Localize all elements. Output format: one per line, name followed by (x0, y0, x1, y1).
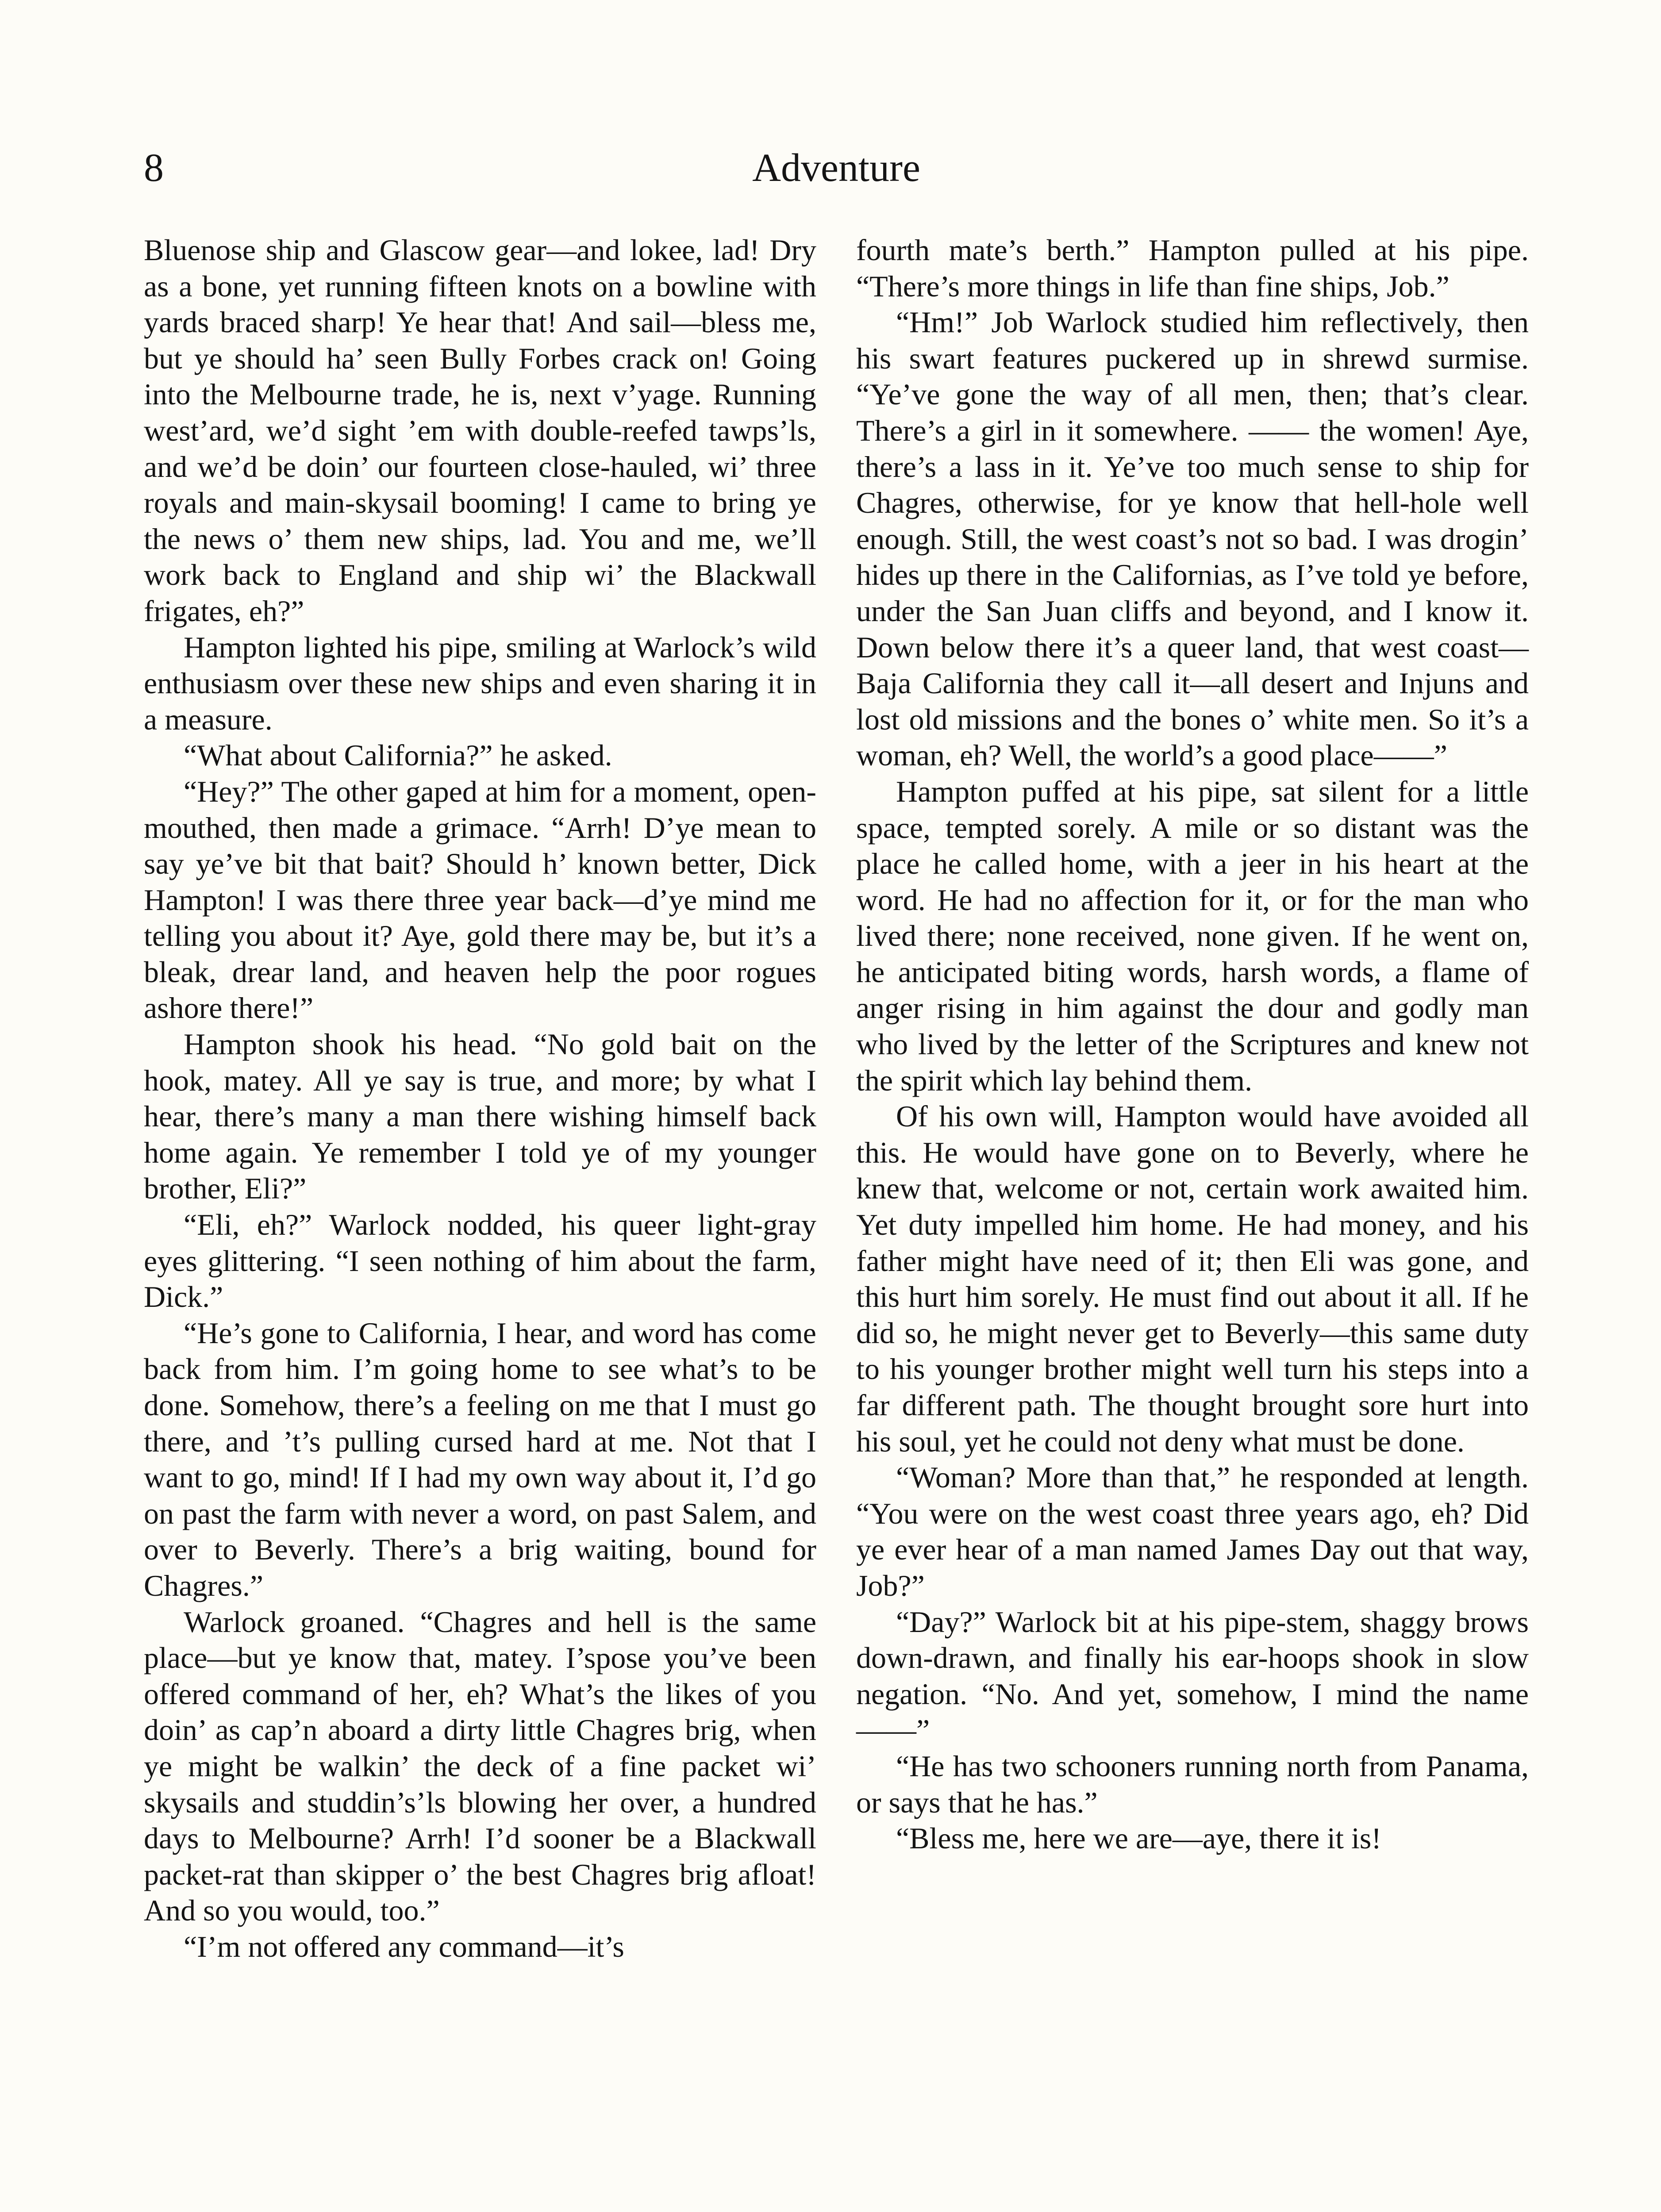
paragraph: Hampton puffed at his pipe, sat silent for a little space, tempted sorely. A mile or so distant was the place he called home, with a jeer in his heart at the word. He had no affection for it, or for the man who lived there; none received, none given. If he went on, he anticipated biting words, harsh words, a flame of anger rising in him against the dour and godly man who lived by the letter of the Scriptures and knew not the spirit which lay behind them. (856, 774, 1529, 1097)
paragraph: “Woman? More than that,” he responded at length. “You were on the west coast three years ago, eh? Did ye ever hear of a man named James Day out that way, Job?” (856, 1460, 1529, 1602)
paragraph: “I’m not offered any command—it’s (184, 1929, 624, 1963)
paragraph: Of his own will, Hampton would have avoided all this. He would have gone on to Beverly, where he knew that, welcome or not, certain work awaited him. Yet duty impelled him home. He had money, and his father might have need of it; then Eli was gone, and this hurt him sorely. He must find out about it all. If he did so, he might never get to Beverly—this same duty to his younger brother might well turn his steps into a far different path. The thought brought sore hurt into his soul, yet he could not deny what must be done. (856, 1099, 1529, 1458)
page-number: 8 (144, 146, 164, 190)
paragraph: “What about California?” he asked. (184, 738, 612, 772)
paragraph: Hampton lighted his pipe, smiling at Warlock’s wild enthusiasm over these new ships and even sharing it in a measure. (144, 630, 816, 736)
paragraph: “He’s gone to California, I hear, and word has come back from him. I’m going home to see what’s to be done. Somehow, there’s a feeling on me that I must go there, and ’t’s pulling cursed hard at me. Not that I want to go, mind! If I had my own way about it, I’d go on past the farm with never a word, on past Salem, and over to Beverly. There’s a brig waiting, bound for Chagres.” (144, 1316, 816, 1602)
paragraph: “Hey?” The other gaped at him for a moment, open-mouthed, then made a grimace. “Arrh! D’ye mean to say ye’ve bit that bait? Should h’ known better, Dick Hampton! I was there three year back—d’ye mind me telling you about it? Aye, gold there may be, but it’s a bleak, drear land, and heaven help the poor rogues ashore there!” (144, 774, 816, 1025)
page-header (144, 142, 1529, 195)
paragraph: “Eli, eh?” Warlock nodded, his queer light-gray eyes glittering. “I seen nothing of him about the farm, Dick.” (144, 1208, 816, 1314)
right-column (856, 232, 1529, 1857)
paragraph: “Bless me, here we are—aye, there it is! (896, 1821, 1381, 1855)
paragraph: Warlock groaned. “Chagres and hell is the same place—but ye know that, matey. I’spose you’ve been offered command of her, eh? What’s the likes of you doin’ as cap’n aboard a dirty little Chagres brig, when ye might be walkin’ the deck of a fine packet wi’ skysails and studdin’s’ls blowing her over, a hundred days to Melbourne? Arrh! I’d sooner be a Blackwall packet-rat than skipper o’ the best Chagres brig afloat! And so you would, too.” (144, 1605, 816, 1928)
left-column (144, 232, 816, 1965)
paragraph: Bluenose ship and Glascow gear—and lokee, lad! Dry as a bone, yet running fifteen knots on a bowline with yards braced sharp! Ye hear that! And sail—bless me, but ye should ha’ seen Bully Forbes crack on! Going into the Melbourne trade, he is, next v’yage. Running west’ard, we’d sight ’em with double-reefed tawps’ls, and we’d be doin’ our fourteen close-hauled, wi’ three royals and main-skysail booming! I came to bring ye the news o’ them new ships, lad. You and me, we’ll work back to England and ship wi’ the Blackwall frigates, eh?” (144, 233, 816, 628)
paragraph: “Hm!” Job Warlock studied him reflectively, then his swart features puckered up in shrewd surmise. “Ye’ve gone the way of all men, then; that’s clear. There’s a girl in it somewhere. —— the women! Aye, there’s a lass in it. Ye’ve too much sense to ship for Chagres, otherwise, for ye know that hell-hole well enough. Still, the west coast’s not so bad. I was drogin’ hides up there in the Californias, as I’ve told ye before, under the San Juan cliffs and beyond, and I know it. Down below there it’s a queer land, that west coast—Baja California they call it—all desert and Injuns and lost old missions and the bones o’ white men. So it’s a woman, eh? Well, the world’s a good place——” (856, 305, 1529, 772)
paragraph: Hampton shook his head. “No gold bait on the hook, matey. All ye say is true, and more; by what I hear, there’s many a man there wishing himself back home again. Ye remember I told ye of my younger brother, Eli?” (144, 1027, 816, 1206)
paragraph: “He has two schooners running north from Panama, or says that he has.” (856, 1749, 1529, 1819)
paragraph: fourth mate’s berth.” Hampton pulled at his pipe. “There’s more things in life than fine ships, Job.” (856, 233, 1529, 303)
paragraph: “Day?” Warlock bit at his pipe-stem, shaggy brows down-drawn, and finally his ear-hoops shook in slow negation. “No. And yet, somehow, I mind the name ——” (856, 1605, 1529, 1747)
running-title: Adventure (752, 146, 920, 190)
